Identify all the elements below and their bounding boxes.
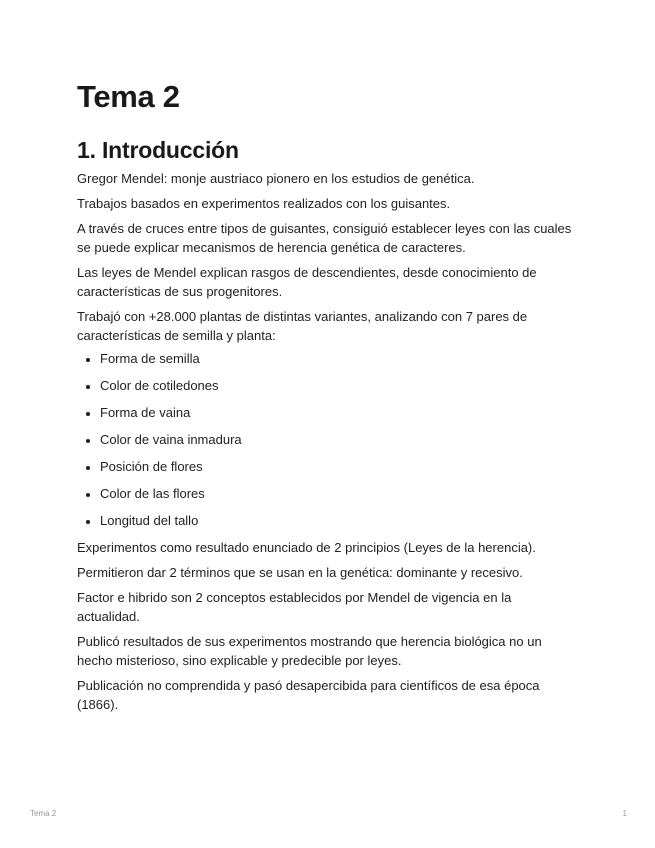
list-item: • Forma de vaina <box>100 403 577 422</box>
list-item: • Color de vaina inmadura <box>100 430 577 449</box>
paragraph: Permitieron dar 2 términos que se usan en la genética: dominante y recesivo. <box>77 565 523 580</box>
document-title: Tema 2 <box>77 79 180 114</box>
list-item: • Color de las flores <box>100 484 577 503</box>
section-heading: 1. Introducción <box>77 137 239 163</box>
list-item: • Longitud del tallo <box>100 511 577 530</box>
paragraph: Factor e hibrido son 2 conceptos establecidos por Mendel de vigencia en la actualidad. <box>77 590 512 624</box>
paragraph: Trabajó con +28.000 plantas de distintas variantes, analizando con 7 pares de características de semilla y planta: <box>77 309 528 343</box>
characteristics-list <box>77 349 577 530</box>
paragraph: Publicación no comprendida y pasó desapercibida para científicos de esa época (1866). <box>77 678 540 712</box>
paragraph: Experimentos como resultado enunciado de 2 principios (Leyes de la herencia). <box>77 540 536 555</box>
footer-document-title: Tema 2 <box>30 809 57 818</box>
paragraph: Las leyes de Mendel explican rasgos de descendientes, desde conocimiento de características de sus progenitores. <box>77 265 537 299</box>
paragraph: Publicó resultados de sus experimentos mostrando que herencia biológica no un hecho misterioso, sino explicable y predecible por leyes. <box>77 634 542 668</box>
footer-page-number: 1 <box>622 809 627 818</box>
document-page <box>77 78 577 714</box>
paragraph: Trabajos basados en experimentos realizados con los guisantes. <box>77 196 451 211</box>
paragraph: A través de cruces entre tipos de guisantes, consiguió establecer leyes con las cuales se puede explicar mecanismos de herencia genética de caracteres. <box>77 221 572 255</box>
paragraph: Gregor Mendel: monje austriaco pionero en los estudios de genética. <box>77 171 475 186</box>
list-item: • Forma de semilla <box>100 349 577 368</box>
list-item: • Color de cotiledones <box>100 376 577 395</box>
list-item: • Posición de flores <box>100 457 577 476</box>
